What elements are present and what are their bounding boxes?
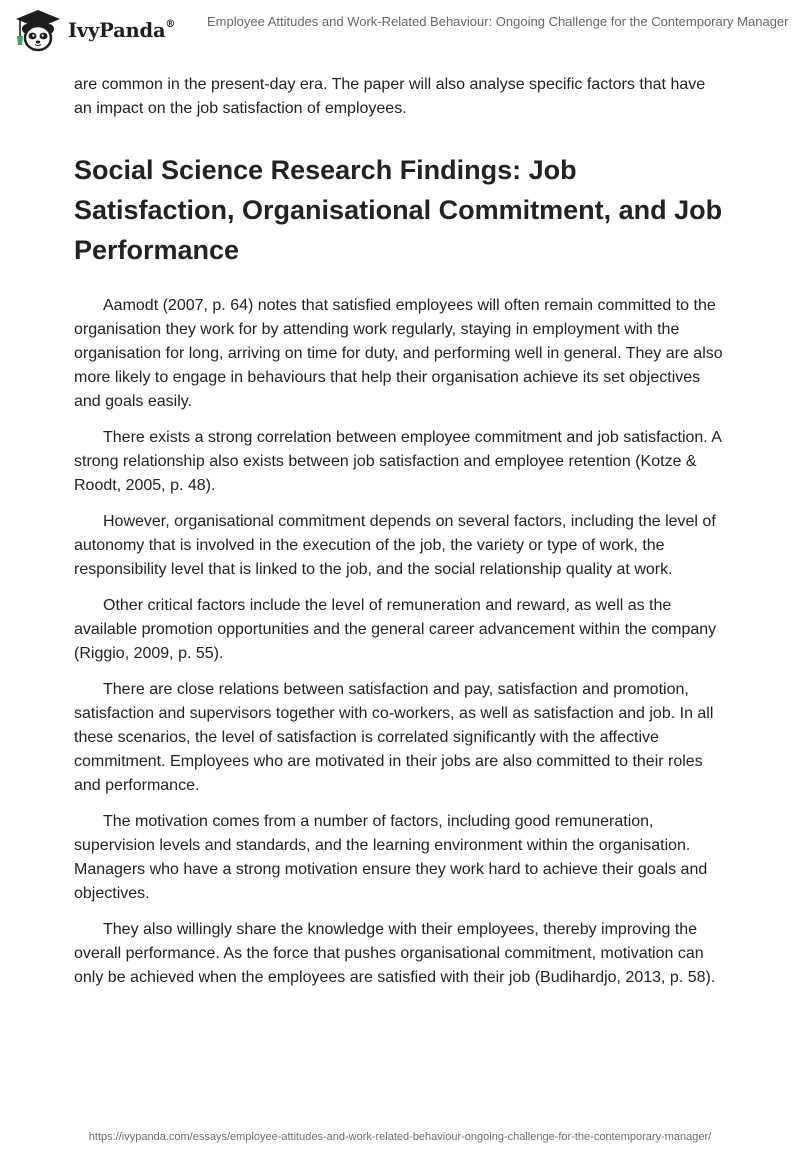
document-title: Employee Attitudes and Work-Related Behaviour: Ongoing Challenge for the Contemporary Manager — [207, 14, 789, 29]
body-paragraph: The motivation comes from a number of factors, including good remuneration, supervision levels and standards, and the learning environment within the organisation. Managers who have a strong motivation ensure they work hard to achieve their goals and objectives. — [74, 813, 708, 902]
page-header — [0, 0, 800, 64]
body-paragraph: There exists a strong correlation between employee commitment and job satisfaction. A strong relationship also exists between job satisfaction and employee retention (Kotze & Roodt, 2005, p. 48). — [74, 429, 722, 494]
registered-mark: ® — [165, 19, 176, 30]
article-body — [74, 73, 726, 1002]
body-paragraph: However, organisational commitment depends on several factors, including the level of autonomy that is involved in the execution of the job, the variety or type of work, the responsibility level that is linked to the job, and the social relationship quality at work. — [74, 513, 716, 578]
body-paragraph: Aamodt (2007, p. 64) notes that satisfied employees will often remain committed to the organisation they work for by attending work regularly, staying in employment with the organisation for long, arriving on time for duty, and performing well in general. They are also more likely to engage in behaviours that help their organisation achieve its set objectives and goals easily. — [74, 297, 723, 410]
source-url[interactable]: https://ivypanda.com/essays/employee-attitudes-and-work-related-behaviour-ongoing-challenge-for-the-contemporary-manager/ — [88, 1131, 712, 1143]
section-heading: Social Science Research Findings: Job Satisfaction, Organisational Commitment, and Job Performance — [74, 155, 723, 265]
ivypanda-logo[interactable] — [14, 8, 175, 52]
body-paragraph: Other critical factors include the level of remuneration and reward, as well as the available promotion opportunities and the general career advancement within the company (Riggio, 2009, p. 55). — [74, 597, 717, 662]
body-paragraph: There are close relations between satisfaction and pay, satisfaction and promotion, satisfaction and supervisors together with co-workers, as well as satisfaction and job. In all these scenarios, the level of satisfaction is correlated significantly with the affective commitment. Employees who are motivated in their jobs are also committed to their roles and performance. — [74, 681, 714, 794]
intro-paragraph: are common in the present-day era. The paper will also analyse specific factors that have an impact on the job satisfaction of employees. — [74, 76, 706, 117]
body-paragraph: They also willingly share the knowledge with their employees, thereby improving the overall performance. As the force that pushes organisational commitment, motivation can only be achieved when the employees are satisfied with their job (Budihardjo, 2013, p. 58). — [74, 921, 716, 986]
panda-graduate-icon — [14, 8, 62, 52]
brand-name: IvyPanda® — [68, 18, 176, 42]
